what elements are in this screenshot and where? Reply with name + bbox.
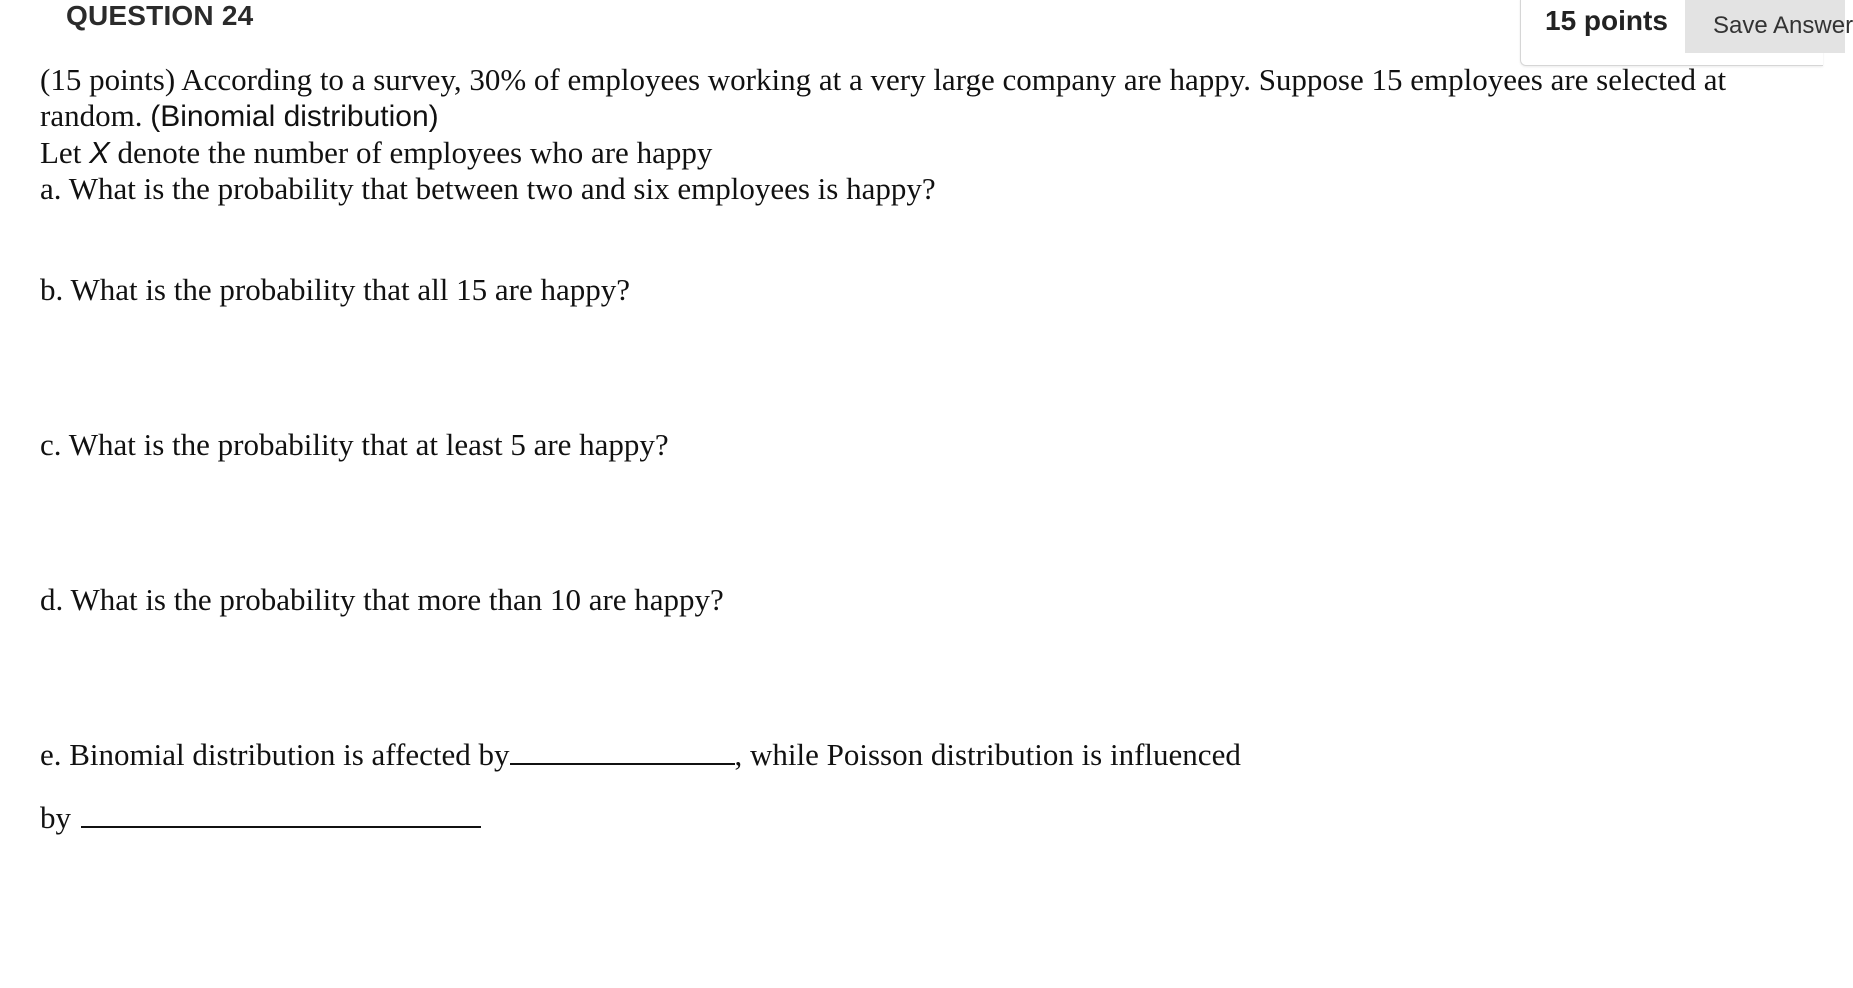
question-intro-random: random. [40, 98, 151, 133]
distribution-hint: (Binomial distribution) [150, 100, 439, 133]
question-intro-text: (15 points) According to a survey, 30% of employees working at a very large company are happy. Suppose 15 employees are selected at [40, 62, 1727, 97]
points-box [1520, 0, 1853, 66]
part-d-question: d. What is the probability that more than 10 are happy? [40, 582, 724, 617]
question-title: QUESTION 24 [66, 0, 254, 31]
fill-in-blank-1 [510, 737, 735, 765]
fill-in-blank-2 [81, 800, 481, 828]
part-b-question: b. What is the probability that all 15 are happy? [40, 272, 630, 307]
part-a-question: a. What is the probability that between two and six employees is happy? [40, 171, 936, 206]
part-e-continuation [40, 800, 481, 836]
part-e-question [40, 737, 1241, 773]
question-intro-line-2 [40, 98, 1822, 135]
question-body [40, 62, 1822, 207]
question-intro-line-1 [40, 62, 1822, 98]
save-answer-button[interactable]: Save Answer [1685, 0, 1845, 53]
part-e-prefix: e. Binomial distribution is affected by [40, 737, 510, 772]
let-prefix: Let [40, 135, 90, 170]
let-suffix: denote the number of employees who are happy [109, 135, 713, 170]
variable-x: X [89, 135, 110, 170]
part-e-by: by [40, 800, 71, 835]
part-c-question: c. What is the probability that at least 5 are happy? [40, 427, 669, 462]
part-e-middle: , while Poisson distribution is influenced [734, 737, 1241, 772]
question-header [0, 0, 1853, 66]
variable-definition [40, 135, 1822, 171]
points-label: 15 points [1545, 5, 1668, 36]
